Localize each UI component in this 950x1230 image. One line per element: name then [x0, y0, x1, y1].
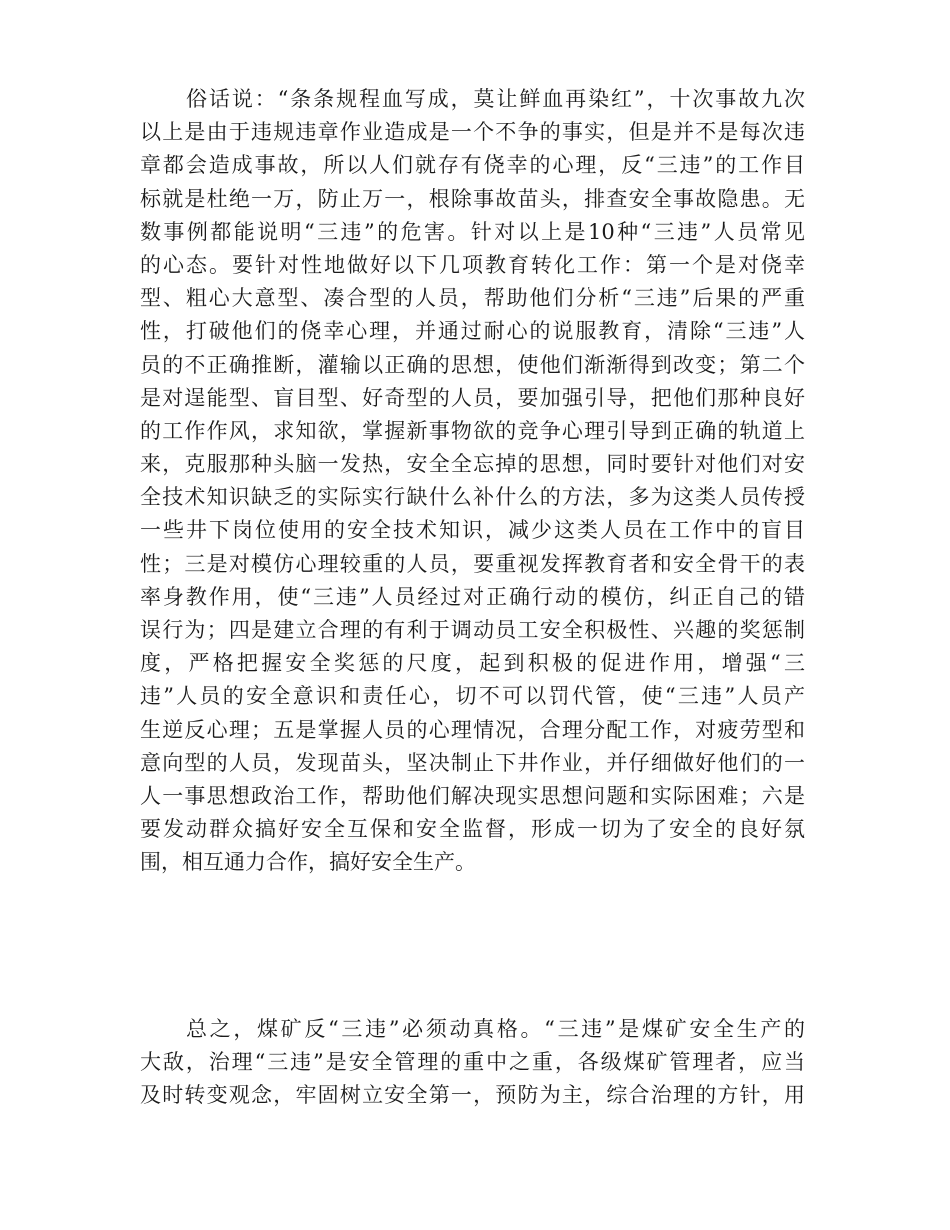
text-line: 意向型的人员，发现苗头，坚决制止下井作业，并仔细做好他们的一 [140, 750, 805, 775]
text-line: 来，克服那种头脑一发热，安全全忘掉的思想，同时要针对他们对安 [140, 452, 805, 477]
text-line: 全技术知识缺乏的实际实行缺什么补什么的方法，多为这类人员传授 [140, 485, 805, 510]
text-line: 以上是由于违规违章作业造成是一个不争的事实，但是并不是每次违 [140, 120, 805, 145]
text-line: 俗话说：“条条规程血写成，莫让鲜血再染红”，十次事故九次 [186, 87, 805, 111]
text-line: 员的不正确推断，灌输以正确的思想，使他们渐渐得到改变；第二个 [140, 352, 805, 377]
text-line: 性，打破他们的侥幸心理，并通过耐心的说服教育，清除“三违”人 [140, 319, 805, 344]
text-line: 的工作作风，求知欲，掌握新事物欲的竞争心理引导到正确的轨道上 [140, 418, 805, 443]
text-line: 要发动群众搞好安全互保和安全监督，形成一切为了安全的良好氛 [140, 817, 805, 842]
text-line: 人一事思想政治工作，帮助他们解决现实思想问题和实际困难；六是 [140, 783, 805, 808]
text-line: 围，相互通力合作，搞好安全生产。 [140, 850, 476, 875]
text-line: 误行为；四是建立合理的有利于调动员工安全积极性、兴趣的奖惩制 [140, 618, 805, 642]
text-line: 的心态。要针对性地做好以下几项教育转化工作：第一个是对侥幸 [140, 252, 805, 277]
text-line: 章都会造成事故，所以人们就存有侥幸的心理，反“三违”的工作目 [140, 153, 805, 178]
paragraph-2 [140, 1013, 805, 1113]
text-line: 型、粗心大意型、凑合型的人员，帮助他们分析“三违”后果的严重 [140, 286, 805, 311]
text-line: 度，严格把握安全奖惩的尺度，起到积极的促进作用，增强“三 [140, 651, 805, 676]
text-line: 生逆反心理；五是掌握人员的心理情况，合理分配工作，对疲劳型和 [140, 717, 805, 742]
text-line: 是对逞能型、盲目型、好奇型的人员，要加强引导，把他们那种良好 [140, 385, 805, 410]
text-line: 一些井下岗位使用的安全技术知识，减少这类人员在工作中的盲目 [140, 518, 805, 543]
text-line: 标就是杜绝一万，防止万一，根除事故苗头，排查安全事故隐患。无 [140, 186, 805, 211]
text-line: 大敌，治理“三违”是安全管理的重中之重，各级煤矿管理者，应当 [140, 1050, 805, 1075]
text-line: 性；三是对模仿心理较重的人员，要重视发挥教育者和安全骨干的表 [140, 551, 805, 576]
text-line: 率身教作用，使“三违”人员经过对正确行动的模仿，纠正自己的错 [140, 584, 805, 609]
paragraph-1 [140, 83, 805, 880]
text-line: 总之，煤矿反“三违”必须动真格。“三违”是煤矿安全生产的 [186, 1017, 805, 1041]
text-line: 及时转变观念，牢固树立安全第一，预防为主，综合治理的方针，用 [140, 1083, 805, 1108]
text-line: 数事例都能说明“三违”的危害。针对以上是10种“三违”人员常见 [140, 219, 805, 244]
text-line: 违”人员的安全意识和责任心，切不可以罚代管，使“三违”人员产 [140, 684, 805, 709]
